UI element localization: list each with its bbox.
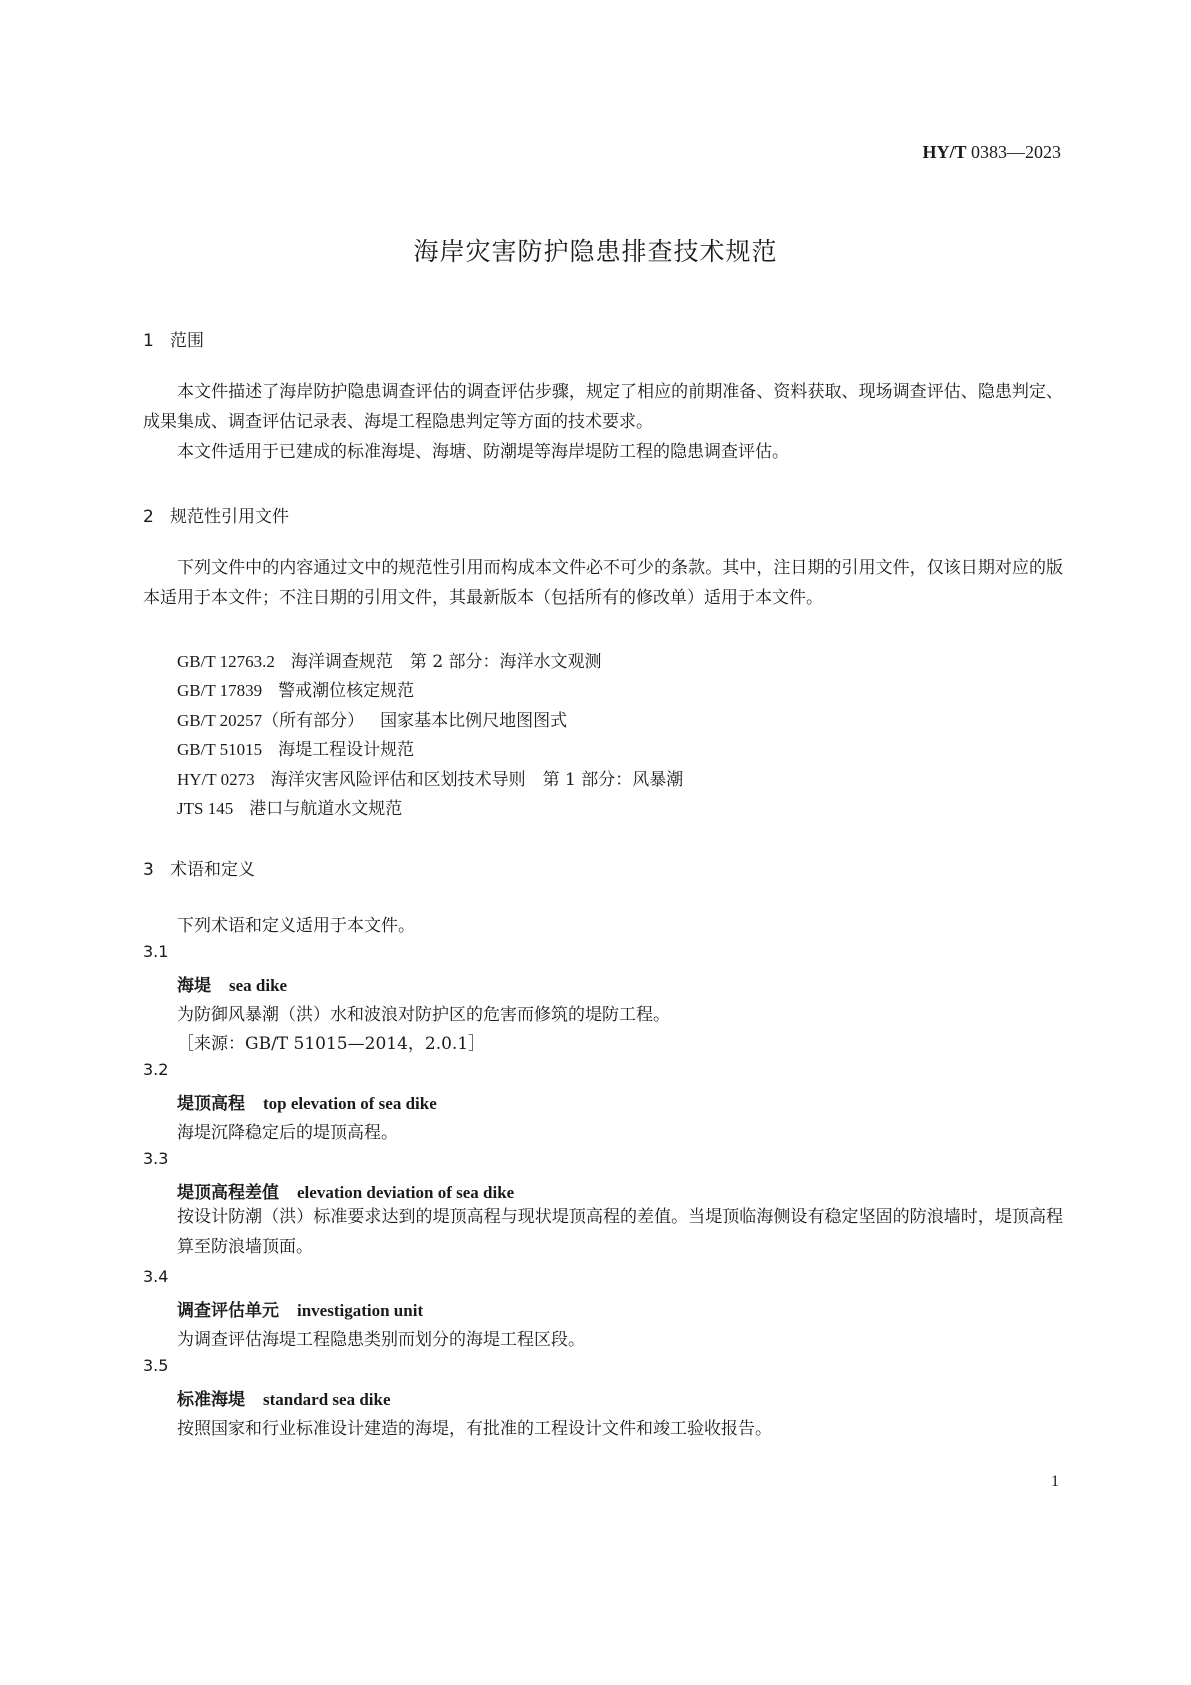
term-heading xyxy=(177,1178,514,1203)
reference-name: 海洋调查规范 第 2 部分：海洋水文观测 xyxy=(290,652,602,672)
reference-name: 港口与航道水文规范 xyxy=(249,799,403,819)
reference-item xyxy=(177,706,567,731)
term-english: sea dike xyxy=(229,976,288,995)
term-english: standard sea dike xyxy=(263,1390,391,1409)
term-number: 3.4 xyxy=(143,1267,169,1286)
term-number: 3.1 xyxy=(143,942,169,961)
section-2-body xyxy=(143,553,1063,613)
reference-name: 警戒潮位核定规范 xyxy=(278,681,415,701)
term-chinese: 海堤 xyxy=(177,976,211,996)
term-chinese: 标准海堤 xyxy=(177,1390,245,1410)
term-definition: 按设计防潮（洪）标准要求达到的堤顶高程与现状堤顶高程的差值。当堤顶临海侧设有稳定坚固的防浪墙时，堤顶高程算至防浪墙顶面。 xyxy=(177,1207,1063,1257)
reference-item xyxy=(177,794,402,819)
term-chinese: 堤顶高程差值 xyxy=(177,1183,279,1203)
paragraph: 本文件适用于已建成的标准海堤、海塘、防潮堤等海岸堤防工程的隐患调查评估。 xyxy=(177,442,789,462)
reference-code: GB/T 12763.2 xyxy=(177,652,275,671)
reference-item xyxy=(177,647,602,672)
term-heading xyxy=(177,1385,391,1410)
page-number: 1 xyxy=(1051,1473,1059,1490)
reference-code: JTS 145 xyxy=(177,799,234,818)
reference-code: GB/T 20257（所有部分） xyxy=(177,711,365,730)
section-3-intro: 下列术语和定义适用于本文件。 xyxy=(177,916,415,936)
reference-name: 海堤工程设计规范 xyxy=(278,740,415,760)
section-number: 3 xyxy=(143,860,154,880)
reference-item xyxy=(177,676,414,701)
section-2-heading xyxy=(143,502,289,527)
term-source: ［来源：GB/T 51015—2014，2.0.1］ xyxy=(177,1034,486,1054)
section-3-heading xyxy=(143,855,255,880)
section-number: 2 xyxy=(143,507,154,527)
paragraph: 下列文件中的内容通过文中的规范性引用而构成本文件必不可少的条款。其中，注日期的引用文件，仅该日期对应的版本适用于本文件；不注日期的引用文件，其最新版本（包括所有的修改单）适用于本文件。 xyxy=(143,558,1063,608)
term-definition: 为防御风暴潮（洪）水和波浪对防护区的危害而修筑的堤防工程。 xyxy=(177,1005,670,1025)
term-chinese: 堤顶高程 xyxy=(177,1094,245,1114)
standard-code-number: 0383—2023 xyxy=(971,142,1061,162)
section-title: 术语和定义 xyxy=(170,860,255,880)
reference-name: 海洋灾害风险评估和区划技术导则 第 1 部分：风暴潮 xyxy=(270,770,684,790)
term-heading xyxy=(177,1296,423,1321)
term-number: 3.2 xyxy=(143,1060,169,1079)
term-number: 3.5 xyxy=(143,1356,169,1375)
term-definition: 海堤沉降稳定后的堤顶高程。 xyxy=(177,1123,398,1143)
standard-code xyxy=(922,142,1061,163)
section-title: 规范性引用文件 xyxy=(170,507,289,527)
term-chinese: 调查评估单元 xyxy=(177,1301,279,1321)
term-definition: 为调查评估海堤工程隐患类别而划分的海堤工程区段。 xyxy=(177,1330,585,1350)
section-1-heading xyxy=(143,326,204,351)
reference-code: GB/T 17839 xyxy=(177,681,263,700)
term-english: investigation unit xyxy=(297,1301,424,1320)
reference-name: 国家基本比例尺地图图式 xyxy=(380,711,568,731)
paragraph: 本文件描述了海岸防护隐患调查评估的调查评估步骤，规定了相应的前期准备、资料获取、现场调查评估、隐患判定、成果集成、调查评估记录表、海堤工程隐患判定等方面的技术要求。 xyxy=(143,382,1063,432)
document-title: 海岸灾害防护隐患排查技术规范 xyxy=(413,237,778,266)
term-english: elevation deviation of sea dike xyxy=(297,1183,515,1202)
reference-code: HY/T 0273 xyxy=(177,770,255,789)
section-title: 范围 xyxy=(170,331,204,351)
section-number: 1 xyxy=(143,331,154,351)
term-number: 3.3 xyxy=(143,1149,169,1168)
standard-code-prefix: HY/T xyxy=(922,142,967,162)
term-definition: 按照国家和行业标准设计建造的海堤，有批准的工程设计文件和竣工验收报告。 xyxy=(177,1419,772,1439)
term-heading xyxy=(177,971,287,996)
term-heading xyxy=(177,1089,437,1114)
reference-item xyxy=(177,765,683,790)
term-english: top elevation of sea dike xyxy=(263,1094,437,1113)
reference-item xyxy=(177,735,414,760)
reference-code: GB/T 51015 xyxy=(177,740,263,759)
section-1-body xyxy=(143,377,1063,467)
